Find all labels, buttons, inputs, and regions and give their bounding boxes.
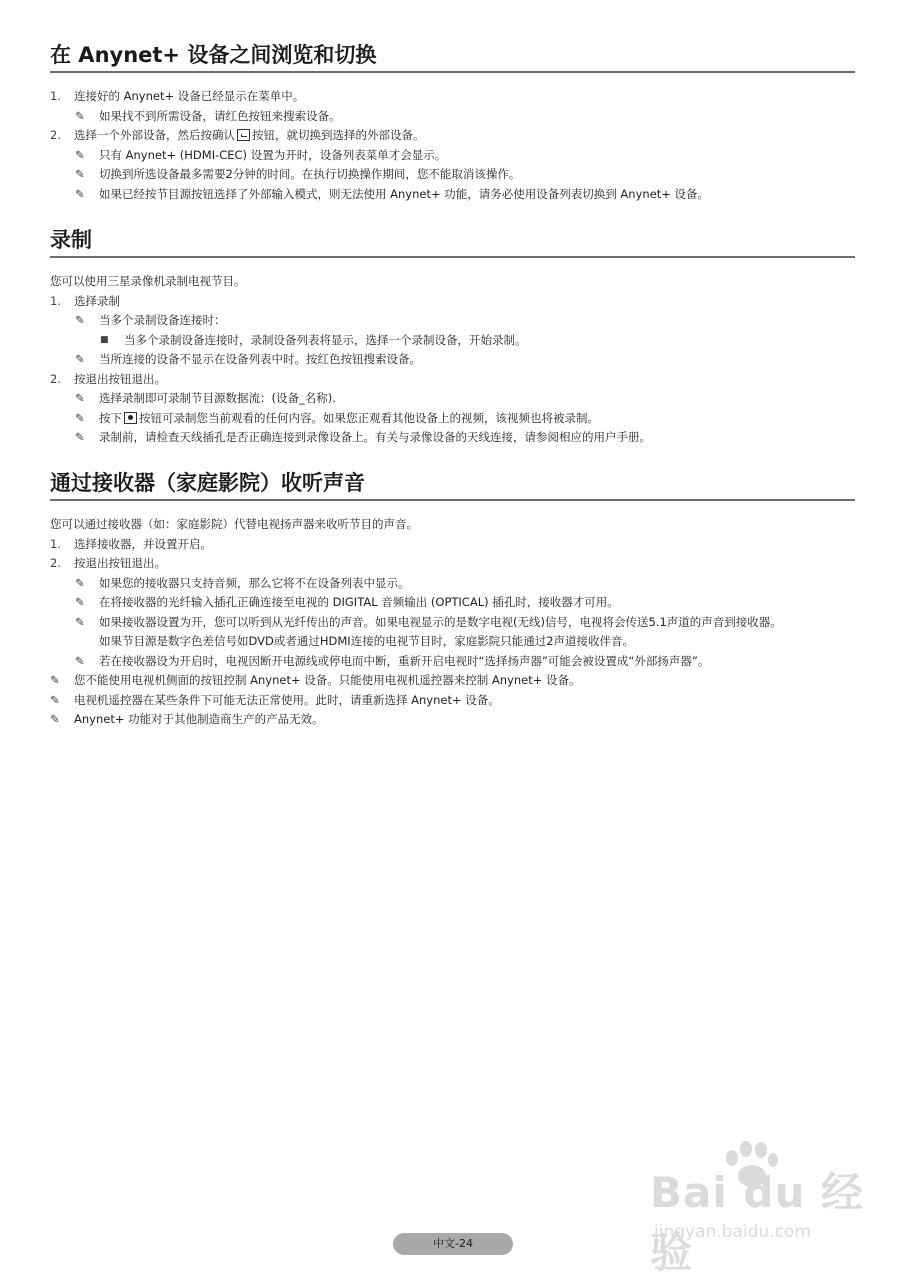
line-text: 按钮，就切换到选择的外部设备。 (252, 128, 425, 142)
step-number: 2. (50, 128, 61, 142)
numbered-step (50, 126, 855, 146)
pencil-note-icon: ✎ (75, 313, 85, 327)
pencil-note-icon: ✎ (75, 147, 85, 162)
line-text: 选择录制即可录制节目源数据流：(设备_名称). (99, 391, 336, 405)
pencil-note-icon: ✎ (75, 391, 85, 405)
note-item (50, 107, 855, 127)
pencil-note-icon: ✎ (75, 352, 85, 366)
note-item (50, 671, 855, 691)
line-text: 选择接收器，并设置开启。 (74, 536, 212, 551)
section-body (50, 515, 855, 730)
line-text: 按下 (99, 410, 122, 425)
section-anynet-switch (50, 42, 855, 204)
step-number: 1. (50, 89, 61, 103)
line-text: 按退出按钮退出。 (74, 556, 166, 570)
line-text: 电视机遥控器在某些条件下可能无法正常使用。此时，请重新选择 Anynet+ 设备。 (74, 692, 500, 707)
numbered-step (50, 554, 855, 574)
section-title: 通过接收器（家庭影院）收听声音 (50, 470, 855, 501)
line-text: 您可以通过接收器（如：家庭影院）代替电视扬声器来收听节目的声音。 (50, 517, 418, 531)
step-number: 2. (50, 371, 61, 386)
pencil-note-icon: ✎ (75, 186, 85, 201)
section-body (50, 272, 855, 448)
pencil-note-icon: ✎ (75, 167, 85, 181)
step-number: 1. (50, 536, 61, 551)
pencil-note-icon: ✎ (50, 673, 60, 687)
line-text: 录制前，请检查天线插孔是否正确连接到录像设备上。有关与录像设备的天线连接，请参阅相应的用户手册。 (99, 430, 651, 444)
section-receiver (50, 470, 855, 730)
line-text: 切换到所选设备最多需要2分钟的时间。在执行切换操作期间，您不能取消该操作。 (99, 167, 521, 181)
line-text: 在将接收器的光纤输入插孔正确连接至电视的 DIGITAL 音频输出 (OPTICAL) 插孔时，接收器才可用。 (99, 595, 619, 609)
pencil-note-icon: ✎ (75, 108, 85, 123)
line-text: 如果已经按节目源按钮选择了外部输入模式，则无法使用 Anynet+ 功能，请务必使用设备列表切换到 Anynet+ 设备。 (99, 186, 710, 201)
watermark-url: jingyan.baidu.com (654, 1222, 811, 1242)
line-text: 如果接收器设置为开，您可以听到从光纤传出的声音。如果电视显示的是数字电视(无线)信号，电视将会传送5.1声道的声音到接收器。 (99, 614, 782, 629)
note-item (50, 409, 855, 429)
bullet-item (50, 331, 855, 351)
paragraph (50, 272, 855, 292)
note-item (50, 652, 855, 672)
note-item (50, 710, 855, 730)
line-text: 按钮可录制您当前观看的任何内容。如果您正观看其他设备上的视频，该视频也将被录制。 (139, 410, 599, 425)
line-text: 选择一个外部设备，然后按确认 (74, 128, 235, 142)
note-item (50, 311, 855, 331)
line-text: 选择录制 (74, 293, 120, 308)
note-item (50, 185, 855, 205)
line-text: 若在接收器设为开启时，电视因断开电源线或停电而中断，重新开启电视时“选择扬声器”可能会被设置成“外部扬声器”。 (99, 653, 710, 668)
line-text: 当多个录制设备连接时： (99, 313, 226, 327)
pencil-note-icon: ✎ (50, 712, 60, 726)
step-number: 2. (50, 556, 61, 570)
line-text: Anynet+ 功能对于其他制造商生产的产品无效。 (74, 712, 324, 726)
pencil-note-icon: ✎ (50, 692, 60, 707)
section-recording (50, 227, 855, 448)
baidu-jingyan-watermark (650, 1140, 880, 1277)
pencil-note-icon: ✎ (75, 430, 85, 444)
watermark-brand: Bai du 经验 (650, 1168, 864, 1277)
pencil-note-icon: ✎ (75, 575, 85, 590)
numbered-step (50, 370, 855, 390)
section-title: 在 Anynet+ 设备之间浏览和切换 (50, 42, 855, 73)
numbered-step (50, 87, 855, 107)
line-text: 只有 Anynet+ (HDMI-CEC) 设置为开时，设备列表菜单才会显示。 (99, 147, 447, 162)
numbered-step (50, 535, 855, 555)
line-text: 您不能使用电视机侧面的按钮控制 Anynet+ 设备。只能使用电视机遥控器来控制 Anynet+ 设备。 (74, 673, 581, 687)
step-number: 1. (50, 293, 61, 308)
section-title: 录制 (50, 227, 855, 258)
note-item (50, 350, 855, 370)
line-text: 如果节目源是数字色差信号如DVD或者通过HDMI连接的电视节目时，家庭影院只能通过2声道接收伴音。 (99, 634, 635, 648)
section-body (50, 87, 855, 204)
pencil-note-icon: ✎ (75, 595, 85, 609)
note-item (50, 165, 855, 185)
pencil-note-icon: ✎ (75, 614, 85, 629)
note-item (50, 593, 855, 613)
page-number-badge: 中文-24 (393, 1233, 513, 1255)
paragraph (50, 632, 855, 652)
line-text: 您可以使用三星录像机录制电视节目。 (50, 274, 246, 288)
pencil-note-icon: ✎ (75, 653, 85, 668)
paragraph (50, 515, 855, 535)
pencil-note-icon: ✎ (75, 410, 85, 425)
line-text: 连接好的 Anynet+ 设备已经显示在菜单中。 (74, 89, 305, 103)
numbered-step (50, 292, 855, 312)
note-item (50, 574, 855, 594)
note-item (50, 389, 855, 409)
note-item (50, 691, 855, 711)
note-item (50, 146, 855, 166)
line-text: 当多个录制设备连接时，录制设备列表将显示，选择一个录制设备，开始录制。 (124, 332, 527, 347)
enter-icon (237, 129, 250, 141)
square-bullet-icon: ■ (100, 334, 109, 345)
rec-icon (124, 412, 137, 424)
note-item (50, 613, 855, 633)
line-text: 当所连接的设备不显示在设备列表中时。按红色按钮搜索设备。 (99, 352, 421, 366)
line-text: 按退出按钮退出。 (74, 371, 166, 386)
line-text: 如果找不到所需设备，请红色按钮来搜索设备。 (99, 108, 341, 123)
note-item (50, 428, 855, 448)
line-text: 如果您的接收器只支持音频，那么它将不在设备列表中显示。 (99, 575, 410, 590)
